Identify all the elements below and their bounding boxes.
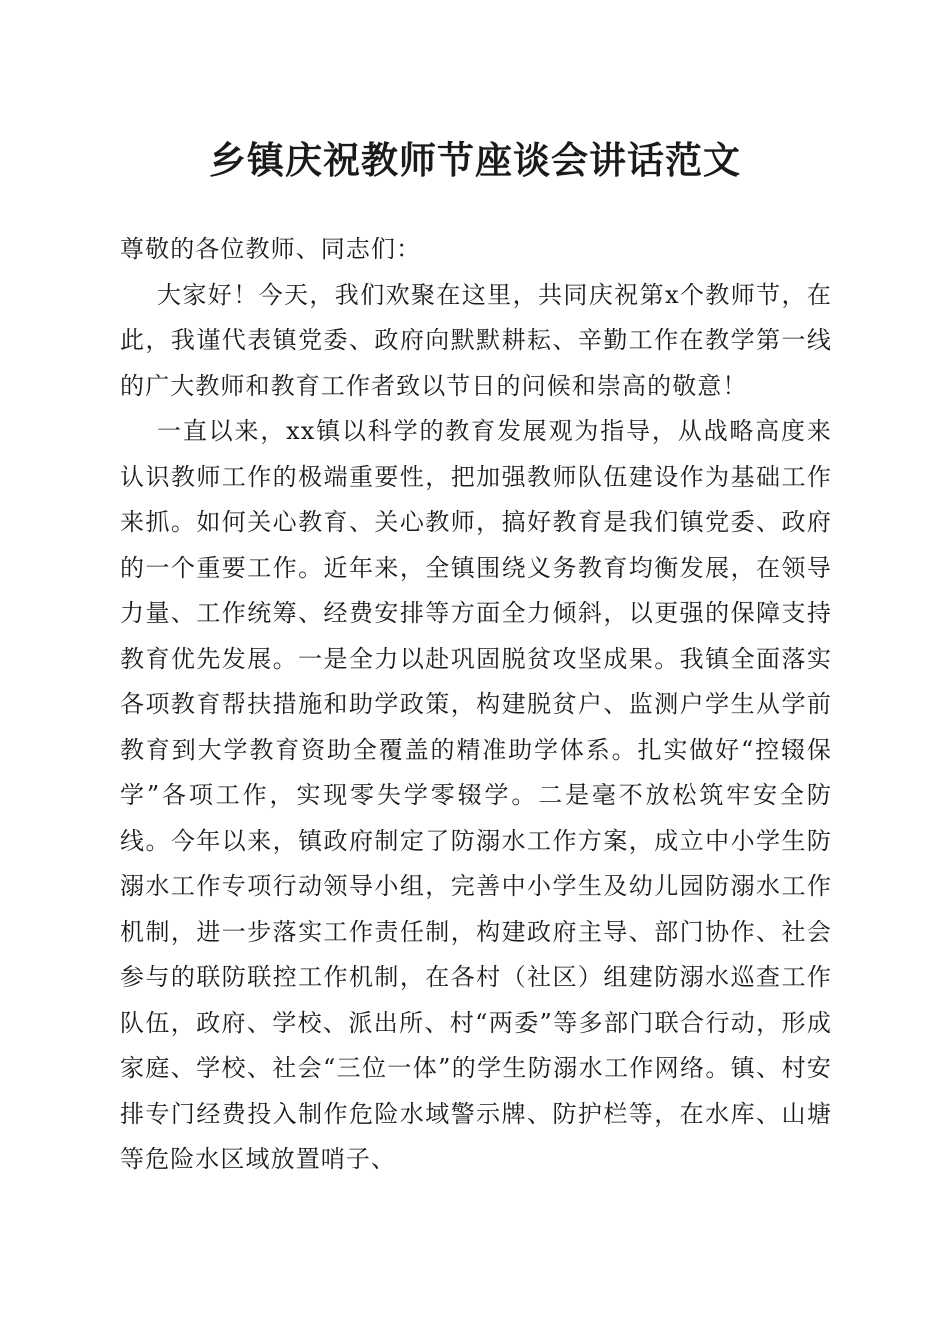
paragraph-greeting: 大家好！今天，我们欢聚在这里，共同庆祝第x个教师节，在此，我谨代表镇党委、政府向默默耕耘、辛勤工作在教学第一线的广大教师和教育工作者致以节日的问候和崇高的敬意！ bbox=[120, 280, 832, 400]
document-title: 乡镇庆祝教师节座谈会讲话范文 bbox=[209, 138, 741, 182]
document-body bbox=[120, 227, 832, 1183]
salutation: 尊敬的各位教师、同志们： bbox=[120, 235, 422, 263]
paragraph-work-overview: 一直以来，xx镇以科学的教育发展观为指导，从战略高度来认识教师工作的极端重要性，把加强教师队伍建设作为基础工作来抓。如何关心教育、关心教师，搞好教育是我们镇党委、政府的一个重要工作。近年来，全镇围绕义务教育均衡发展，在领导力量、工作统筹、经费安排等方面全力倾斜，以更强的保障支持教育优先发展。一是全力以赴巩固脱贫攻坚成果。我镇全面落实各项教育帮扶措施和助学政策，构建脱贫户、监测户学生从学前教育到大学教育资助全覆盖的精准助学体系。扎实做好“控辍保学”各项工作，实现零失学零辍学。二是毫不放松筑牢安全防线。今年以来，镇政府制定了防溺水工作方案，成立中小学生防溺水工作专项行动领导小组，完善中小学生及幼儿园防溺水工作机制，进一步落实工作责任制，构建政府主导、部门协作、社会参与的联防联控工作机制，在各村（社区）组建防溺水巡查工作队伍，政府、学校、派出所、村“两委”等多部门联合行动，形成家庭、学校、社会“三位一体”的学生防溺水工作网络。镇、村安排专门经费投入制作危险水域警示牌、防护栏等，在水库、山塘等危险水区域放置哨子、 bbox=[120, 417, 832, 1173]
